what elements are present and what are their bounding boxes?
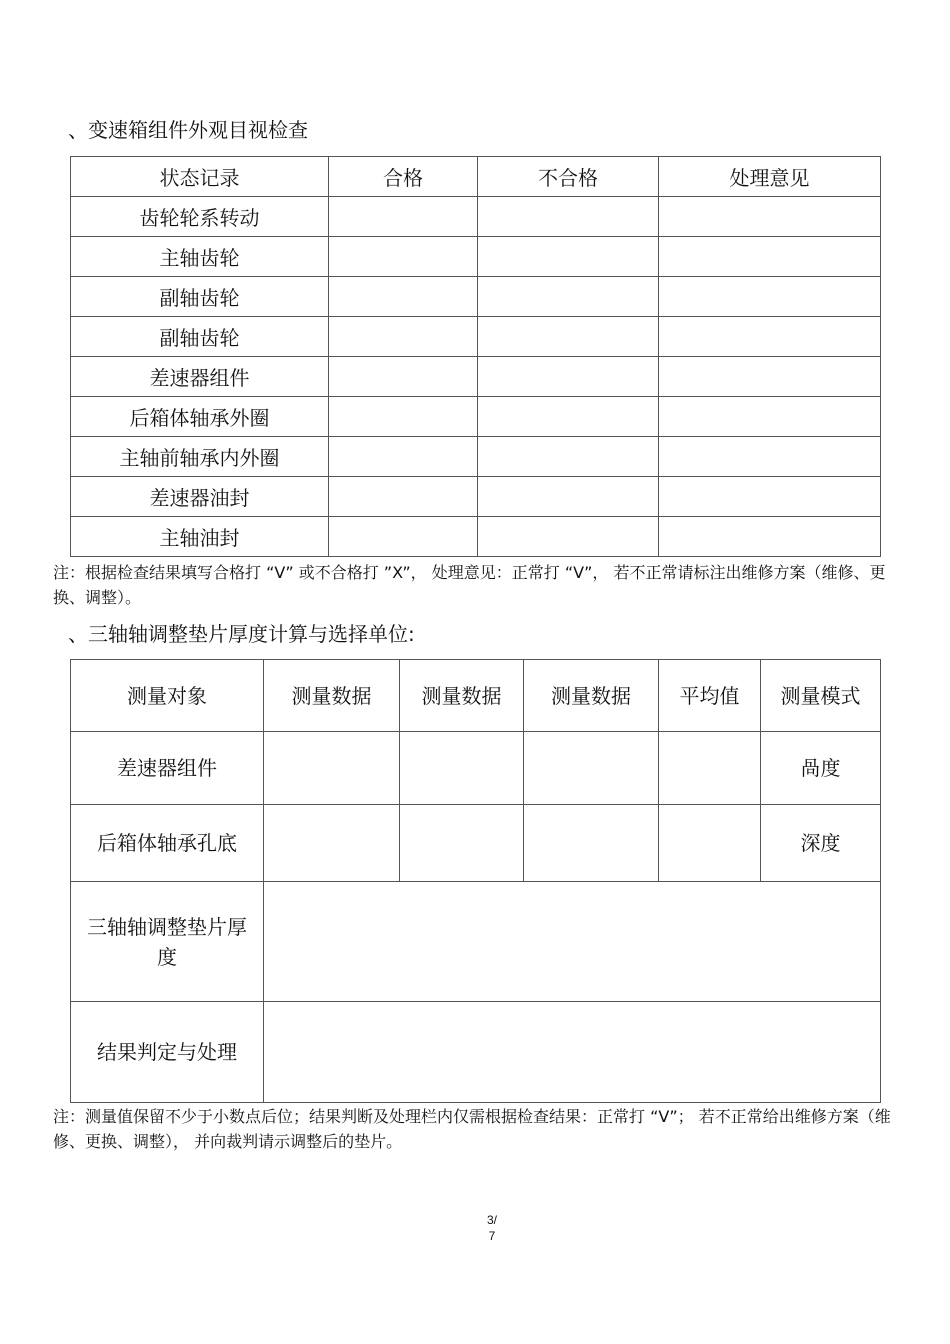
data-cell[interactable]	[524, 805, 659, 882]
opinion-cell[interactable]	[659, 437, 881, 477]
table-row	[71, 197, 881, 237]
section1-title: 、变速箱组件外观目视检查	[68, 118, 308, 142]
pass-cell[interactable]	[329, 437, 478, 477]
table-row	[71, 437, 881, 477]
measure-mode: 咼度	[761, 732, 881, 805]
header-fail: 不合格	[478, 157, 659, 197]
thickness-label: 三轴轴调整垫片厚度	[71, 882, 264, 1002]
data-cell[interactable]	[524, 732, 659, 805]
table-row	[71, 732, 881, 805]
table-row	[71, 237, 881, 277]
fail-cell[interactable]	[478, 437, 659, 477]
opinion-cell[interactable]	[659, 197, 881, 237]
pass-cell[interactable]	[329, 317, 478, 357]
row-label: 差速器组件	[71, 357, 329, 397]
header-object: 测量对象	[71, 660, 264, 732]
pass-cell[interactable]	[329, 237, 478, 277]
fail-cell[interactable]	[478, 357, 659, 397]
average-cell[interactable]	[659, 732, 761, 805]
table-row	[71, 517, 881, 557]
data-cell[interactable]	[400, 805, 524, 882]
table-row	[71, 882, 881, 1002]
pass-cell[interactable]	[329, 397, 478, 437]
header-data-1: 测量数据	[264, 660, 400, 732]
page-total: 7	[488, 1229, 496, 1243]
opinion-cell[interactable]	[659, 277, 881, 317]
opinion-cell[interactable]	[659, 317, 881, 357]
header-average: 平均值	[659, 660, 761, 732]
fail-cell[interactable]	[478, 197, 659, 237]
opinion-cell[interactable]	[659, 237, 881, 277]
row-label: 主轴齿轮	[71, 237, 329, 277]
header-opinion: 处理意见	[659, 157, 881, 197]
fail-cell[interactable]	[478, 317, 659, 357]
row-label: 副轴齿轮	[71, 277, 329, 317]
average-cell[interactable]	[659, 805, 761, 882]
fail-cell[interactable]	[478, 237, 659, 277]
measure-object: 差速器组件	[71, 732, 264, 805]
pass-cell[interactable]	[329, 477, 478, 517]
row-label: 主轴前轴承内外圈	[71, 437, 329, 477]
table-header-row	[71, 660, 881, 732]
header-data-2: 测量数据	[400, 660, 524, 732]
table-row	[71, 277, 881, 317]
fail-cell[interactable]	[478, 517, 659, 557]
result-label: 结果判定与处理	[71, 1002, 264, 1103]
shim-calculation-table	[70, 659, 881, 1103]
measure-object: 后箱体轴承孔底	[71, 805, 264, 882]
row-label: 后箱体轴承外圈	[71, 397, 329, 437]
fail-cell[interactable]	[478, 277, 659, 317]
visual-inspection-table	[70, 156, 881, 557]
table-row	[71, 805, 881, 882]
fail-cell[interactable]	[478, 477, 659, 517]
thickness-cell[interactable]	[264, 882, 881, 1002]
section1-note: 注：根据检查结果填写合格打 “V” 或不合格打 ”X”， 处理意见：正常打 “V”， 若不正常请标注出维修方案（维修、更换、调整）。	[53, 563, 886, 607]
page-current: 3/	[486, 1213, 497, 1227]
opinion-cell[interactable]	[659, 357, 881, 397]
row-label: 副轴齿轮	[71, 317, 329, 357]
pass-cell[interactable]	[329, 357, 478, 397]
opinion-cell[interactable]	[659, 477, 881, 517]
data-cell[interactable]	[400, 732, 524, 805]
header-mode: 测量模式	[761, 660, 881, 732]
opinion-cell[interactable]	[659, 517, 881, 557]
row-label: 主轴油封	[71, 517, 329, 557]
section2-note: 注：测量值保留不少于小数点后位；结果判断及处理栏内仅需根据检查结果：正常打 “V”； 若不正常给出维修方案（维修、更换、调整）， 并向裁判请示调整后的垫片。	[53, 1107, 891, 1151]
header-pass: 合格	[329, 157, 478, 197]
page-number	[472, 1212, 512, 1244]
table-row	[71, 477, 881, 517]
table-row	[71, 1002, 881, 1103]
table-row	[71, 397, 881, 437]
table-header-row	[71, 157, 881, 197]
table-row	[71, 317, 881, 357]
pass-cell[interactable]	[329, 277, 478, 317]
table-row	[71, 357, 881, 397]
opinion-cell[interactable]	[659, 397, 881, 437]
measure-mode: 深度	[761, 805, 881, 882]
header-status: 状态记录	[71, 157, 329, 197]
row-label: 差速器油封	[71, 477, 329, 517]
result-cell[interactable]	[264, 1002, 881, 1103]
section2-title: 、三轴轴调整垫片厚度计算与选择单位:	[68, 622, 415, 646]
data-cell[interactable]	[264, 732, 400, 805]
header-data-3: 测量数据	[524, 660, 659, 732]
pass-cell[interactable]	[329, 197, 478, 237]
fail-cell[interactable]	[478, 397, 659, 437]
row-label: 齿轮轮系转动	[71, 197, 329, 237]
data-cell[interactable]	[264, 805, 400, 882]
pass-cell[interactable]	[329, 517, 478, 557]
